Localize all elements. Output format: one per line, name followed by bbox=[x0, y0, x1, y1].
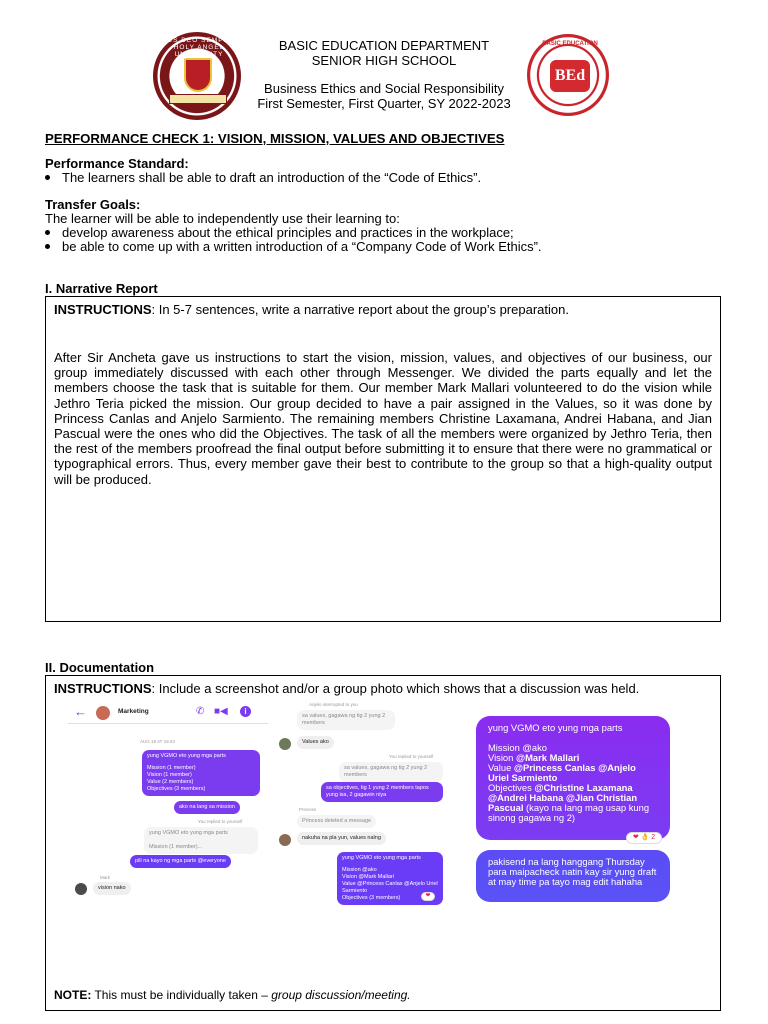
chat-message: Values ako bbox=[297, 736, 334, 749]
back-arrow-icon: ← bbox=[74, 704, 87, 719]
info-icon: i bbox=[240, 706, 251, 717]
note-text: This must be individually taken – bbox=[91, 988, 272, 1002]
message-line: Mission @ako bbox=[488, 742, 548, 753]
reply-label: Anjelo interrupted to you bbox=[309, 702, 358, 707]
message-line: Objectives (3 members) bbox=[342, 895, 401, 901]
documentation-box bbox=[45, 675, 721, 1011]
reply-quote: yung VGMO eto yung mga parts Mission (1 member)... bbox=[144, 827, 258, 854]
transfer-goal-item: be able to come up with a written introduction of a “Company Code of Work Ethics”. bbox=[62, 239, 542, 254]
seal-ribbon-icon bbox=[169, 94, 227, 104]
transfer-goal-item: develop awareness about the ethical principles and practices in the workplace; bbox=[62, 225, 514, 240]
bullet-icon bbox=[45, 175, 50, 180]
chat-screenshot-3 bbox=[476, 716, 676, 908]
semester-info: First Semester, First Quarter, SY 2022-2023 bbox=[257, 95, 511, 111]
department-name: BASIC EDUCATION DEPARTMENT bbox=[278, 38, 490, 53]
phone-icon: ✆ bbox=[196, 706, 205, 717]
message-line: Mission @ako bbox=[342, 867, 377, 873]
subject-name: Business Ethics and Social Responsibility bbox=[264, 81, 504, 96]
chat-message: vision nako bbox=[93, 882, 131, 895]
documentation-heading: II. Documentation bbox=[45, 660, 155, 675]
group-avatar bbox=[96, 706, 110, 720]
chat-header bbox=[68, 702, 268, 724]
chat-message: ako na lang sa mission bbox=[174, 801, 240, 814]
university-seal-logo bbox=[153, 32, 241, 120]
instructions-label: INSTRUCTIONS bbox=[54, 302, 152, 317]
mention: @Christine Laxamana @Andrei Habana @Jian Christian Pascual bbox=[488, 782, 638, 813]
performance-standard-heading: Performance Standard: bbox=[45, 156, 189, 171]
sender-avatar bbox=[279, 834, 291, 846]
chat-message: pili na kayo ng mga parts @everyone bbox=[130, 855, 231, 868]
chat-screenshot-1 bbox=[68, 702, 276, 908]
bullet-icon bbox=[45, 244, 50, 249]
instructions-text: : Include a screenshot and/or a group photo which shows that a discussion was held. bbox=[151, 681, 640, 696]
school-name: SENIOR HIGH SCHOOL bbox=[311, 52, 457, 68]
sender-avatar bbox=[279, 738, 291, 750]
note-italic: group discussion/meeting. bbox=[271, 988, 411, 1002]
reply-quote: sa values, gagawa ng tig 2 yung 2 members bbox=[297, 710, 395, 730]
message-line bbox=[488, 763, 658, 783]
basic-education-logo bbox=[527, 34, 609, 116]
message-line bbox=[488, 783, 658, 823]
video-icon: ■◀ bbox=[214, 706, 228, 717]
label: Value bbox=[488, 762, 514, 773]
seal-ring-text: LAUS DEO SEMPER · HOLY ANGEL UNIVERSITY bbox=[157, 37, 241, 58]
label: Objectives bbox=[488, 782, 535, 793]
chat-screenshot-2 bbox=[271, 702, 451, 918]
message-line: Vision @Mark Mallari bbox=[342, 874, 394, 880]
mention: @Mark Mallari bbox=[515, 752, 580, 763]
reply-quote: sa values, gagawa ng tig 2 yung 2 members bbox=[339, 762, 443, 782]
transfer-goals-intro: The learner will be able to independently use their learning to: bbox=[45, 211, 400, 226]
reply-label: You replied to yourself bbox=[198, 819, 243, 824]
chat-message: sa objectives, tig 1 yung 2 members tapos yung isa, 2 gagawin niya bbox=[321, 782, 443, 802]
narrative-heading: I. Narrative Report bbox=[45, 281, 158, 296]
message-line: Mission (1 member) bbox=[147, 765, 196, 771]
seal-shield-icon bbox=[184, 58, 212, 92]
chat-message: pakisend na lang hanggang Thursday para maipacheck natin kay sir yung draft at may time pa tayo mag edit hahaha bbox=[476, 850, 670, 902]
bullet-icon bbox=[45, 230, 50, 235]
sender-avatar bbox=[75, 883, 87, 895]
instructions-text: : In 5-7 sentences, write a narrative report about the group’s preparation. bbox=[151, 302, 569, 317]
document-header bbox=[0, 0, 768, 120]
message-line: yung VGMO eto yung mga parts bbox=[147, 753, 226, 759]
documentation-note bbox=[54, 988, 411, 1002]
narrative-box bbox=[45, 296, 721, 622]
mention: @Princess Canlas @Anjelo Uriel Sarmiento bbox=[488, 762, 636, 783]
page-title: PERFORMANCE CHECK 1: VISION, MISSION, VALUES AND OBJECTIVES bbox=[45, 131, 505, 146]
message-tail: (kayo na lang mag usap kung sinong gagawa ng 2) bbox=[488, 802, 650, 823]
sender-name: Princess bbox=[299, 807, 317, 812]
heart-reaction-icon: ❤ bbox=[421, 892, 435, 901]
performance-standard-item: The learners shall be able to draft an introduction of the “Code of Ethics”. bbox=[62, 170, 482, 185]
message-line: yung VGMO eto yung mga parts bbox=[342, 855, 421, 861]
message-line: Vision (1 member) bbox=[147, 772, 192, 778]
reaction-badge: ❤ 👌 2 bbox=[626, 832, 662, 844]
instructions-label: INSTRUCTIONS bbox=[54, 681, 152, 696]
narrative-body: After Sir Ancheta gave us instructions to start the vision, mission, values, and objectives of our business, our group immediately discussed with each other through Messenger. We divided the parts equally and let the members choose the task that is suitable for them. Our member Mark Mallari volunteered to do the vision while Jethro Teria picked the mission. Our group decided to have a pair assigned in the Values, so it was done by Princess Canlas and Anjelo Sarmiento. The remaining members Christine Laxamana, Andrei Habana, and Jian Pascual were the ones who did the Objectives. The task of all the members were organized by Jethro Teria, then the rest of the members proofread the final output before submitting it to ensure that there were no grammatical or typographical errors. Thus, every member gave their best to contribute to the group so that a high-quality output will be produced. bbox=[54, 350, 712, 487]
group-name: Marketing bbox=[118, 708, 149, 715]
logo-ring-text: BASIC EDUCATION bbox=[542, 41, 598, 47]
chat-timestamp: AUG 18 AT 19:43 bbox=[140, 739, 175, 744]
reply-quote: Princess deleted a message bbox=[297, 815, 376, 828]
chat-message bbox=[142, 750, 260, 796]
message-line: yung VGMO eto yung mga parts bbox=[488, 722, 623, 733]
message-line: Objectives (3 members) bbox=[147, 786, 206, 792]
transfer-goals-heading: Transfer Goals: bbox=[45, 197, 141, 212]
chat-message bbox=[476, 716, 670, 840]
label: Vision bbox=[488, 752, 516, 763]
narrative-instructions bbox=[54, 302, 569, 317]
sender-name: Mark bbox=[100, 875, 110, 880]
header-text bbox=[230, 39, 538, 111]
message-line: Value (2 members) bbox=[147, 779, 194, 785]
chat-message: nakuha na pla yun, values nalng bbox=[297, 832, 386, 845]
bed-mark: BEd bbox=[550, 60, 590, 92]
reply-label: You replied to yourself bbox=[389, 754, 434, 759]
documentation-instructions bbox=[54, 681, 639, 696]
message-line: Value @Princess Canlas @Anjelo Uriel Sarmiento bbox=[342, 881, 438, 894]
note-label: NOTE: bbox=[54, 988, 92, 1002]
